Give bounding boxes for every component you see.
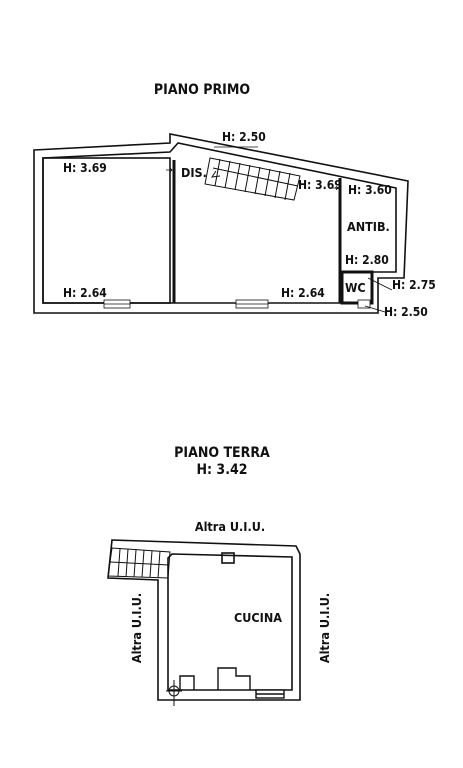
neighbor-unit-left: Altra U.I.U. [129, 592, 144, 664]
upper-floor-title: PIANO PRIMO [153, 82, 251, 98]
ground-staircase [108, 548, 170, 578]
upper-left-room [43, 158, 170, 303]
wc-height-bottom: H: 2.50 [384, 305, 428, 319]
landing-room-label: DIS. [181, 165, 207, 180]
left-room-height-top: H: 3.69 [63, 161, 107, 175]
ground-bottom-recesses [180, 668, 284, 698]
wc-height-top: H: 2.75 [392, 278, 436, 292]
landing-height: H: 2.50 [222, 130, 266, 144]
wc-room-label: WC [345, 280, 366, 295]
main-room-height-top: H: 3.69 [298, 178, 342, 192]
antibagno-low-height: H: 2.80 [345, 253, 389, 267]
antibagno-height: H: 3.60 [348, 183, 392, 197]
ground-floor-title: PIANO TERRA [174, 445, 270, 461]
upper-staircase [205, 158, 300, 200]
antibagno-room-label: ANTIB. [347, 219, 390, 234]
upper-windows [104, 300, 370, 308]
kitchen-room-label: CUCINA [234, 610, 282, 625]
main-room-height-bottom: H: 2.64 [281, 286, 325, 300]
ground-floor-height: H: 3.42 [196, 462, 248, 478]
ground-floor-plan [108, 445, 332, 706]
neighbor-unit-top: Altra U.I.U. [194, 519, 266, 534]
neighbor-unit-right: Altra U.I.U. [317, 592, 332, 664]
upper-floor-plan [34, 82, 436, 319]
left-room-height-bottom: H: 2.64 [63, 286, 107, 300]
